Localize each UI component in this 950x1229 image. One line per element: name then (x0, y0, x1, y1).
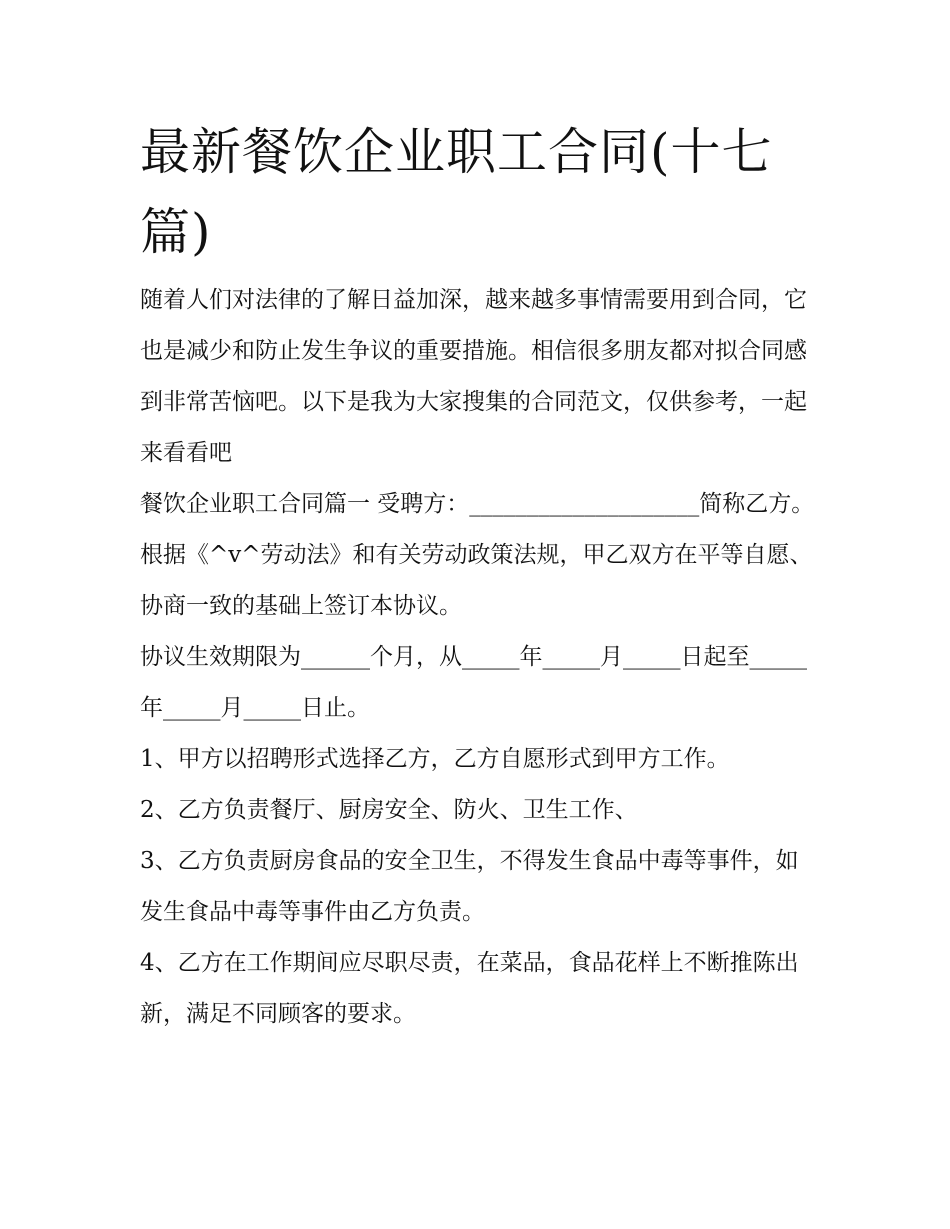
legal-basis-paragraph: 根据《^v^劳动法》和有关劳动政策法规，甲乙双方在平等自愿、协商一致的基础上签订本协议。 (140, 542, 813, 619)
clause-2: 2、乙方负责餐厅、厨房安全、防火、卫生工作、 (140, 797, 638, 823)
clause-4: 4、乙方在工作期间应尽职尽责，在菜品，食品花样上不断推陈出新，满足不同顾客的要求。 (140, 950, 799, 1027)
document-title: 最新餐饮企业职工合同(十七篇) (140, 123, 773, 261)
contract-heading-paragraph: 餐饮企业职工合同篇一 受聘方：____________________简称乙方。 (140, 491, 815, 517)
clause-1: 1、甲方以招聘形式选择乙方，乙方自愿形式到甲方工作。 (140, 746, 730, 772)
clause-3: 3、乙方负责厨房食品的安全卫生，不得发生食品中毒等事件，如发生食品中毒等事件由乙方负责。 (140, 848, 799, 925)
term-paragraph: 协议生效期限为______个月，从_____年_____月_____日起至_____年_____月_____日止。 (140, 644, 807, 721)
document-body (140, 275, 820, 1040)
intro-paragraph: 随着人们对法律的了解日益加深，越来越多事情需要用到合同，它也是减少和防止发生争议的重要措施。相信很多朋友都对拟合同感到非常苦恼吧。以下是我为大家搜集的合同范文，仅供参考，一起来看看吧 (140, 287, 807, 466)
